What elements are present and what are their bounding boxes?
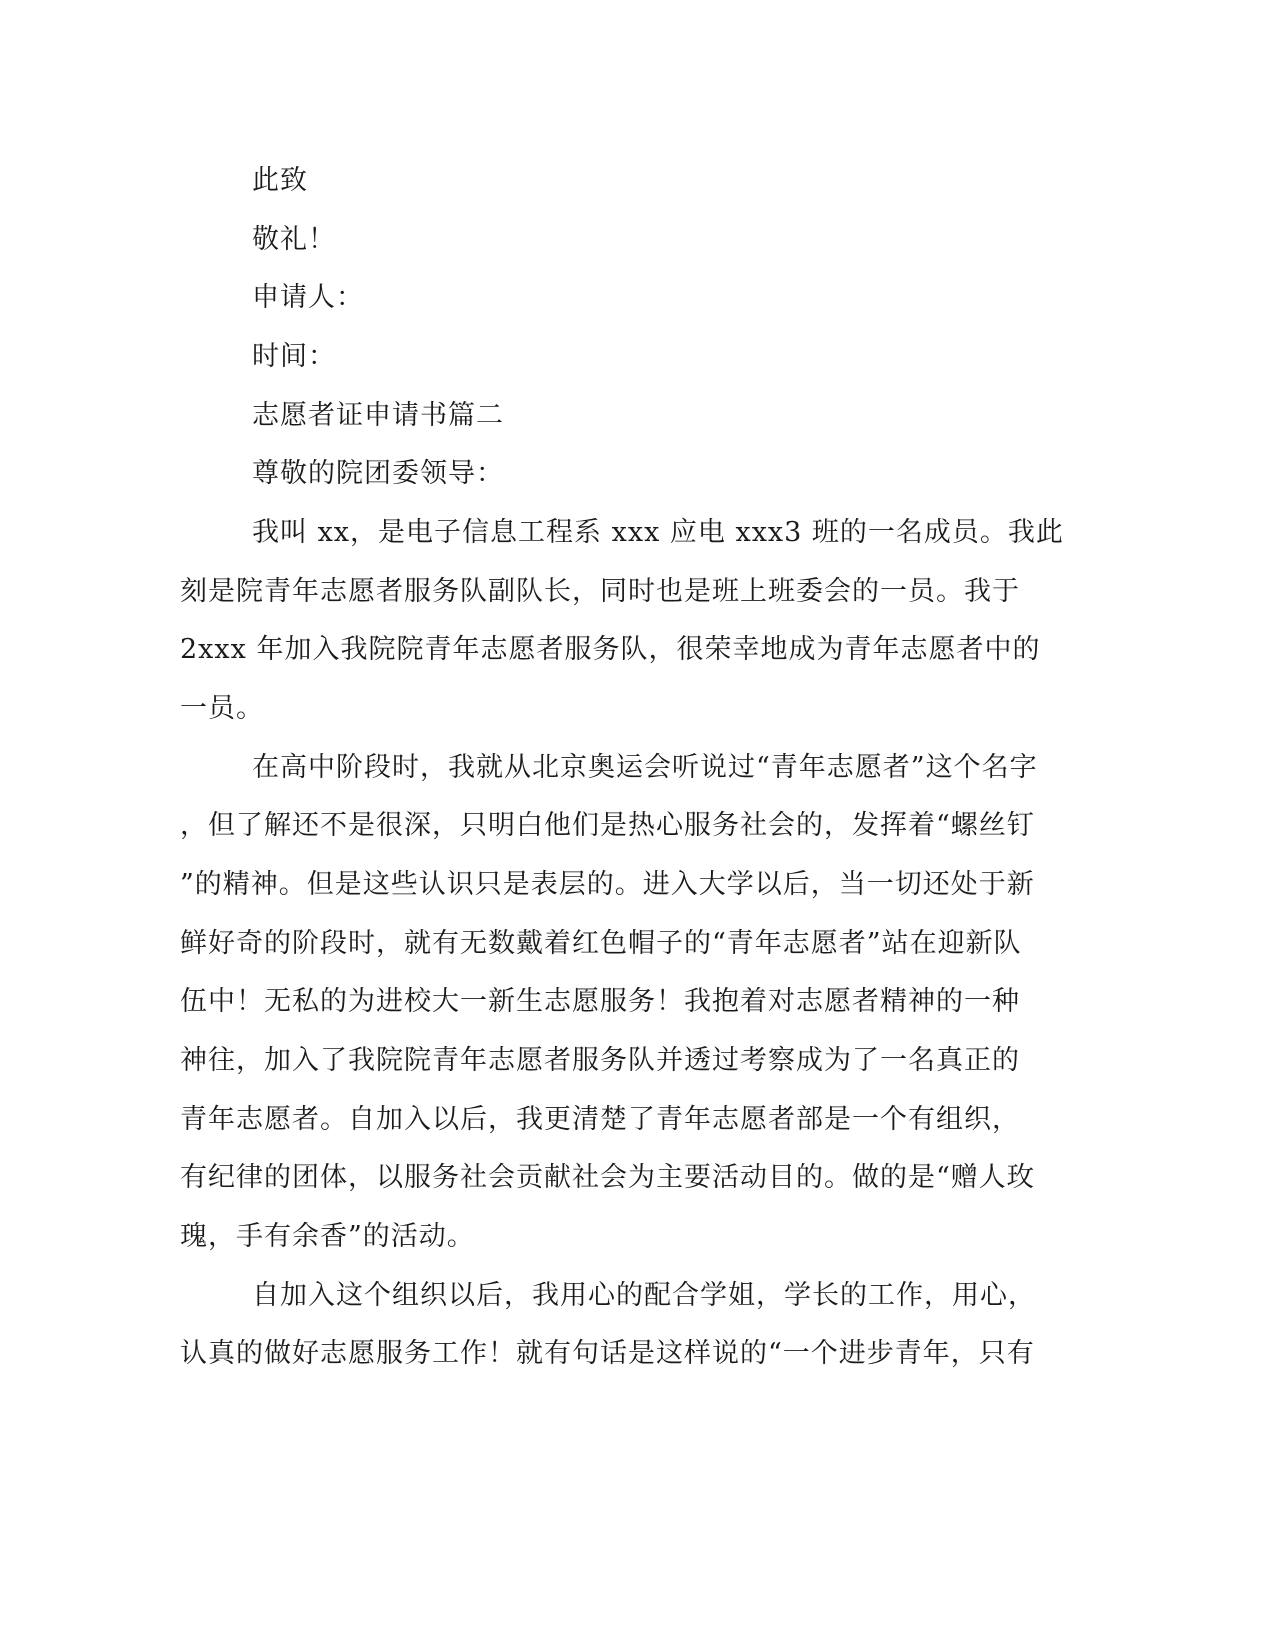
paragraph-2-line-2: ，但了解还不是很深，只明白他们是热心服务社会的，发挥着“螺丝钉 <box>180 810 1035 841</box>
closing-salutation-1: 此致 <box>252 165 308 196</box>
paragraph-2-line-9: 瑰，手有余香”的活动。 <box>180 1221 475 1252</box>
closing-salutation-2: 敬礼！ <box>252 224 336 255</box>
paragraph-2-line-3: ”的精神。但是这些认识只是表层的。进入大学以后，当一切还处于新 <box>180 869 1035 900</box>
paragraph-1-line-1: 我叫 xx，是电子信息工程系 xxx 应电 xxx3 班的一名成员。我此 <box>252 517 1064 548</box>
paragraph-2-line-8: 有纪律的团体，以服务社会贡献社会为主要活动目的。做的是“赠人玫 <box>180 1162 1035 1193</box>
paragraph-1-line-2: 刻是院青年志愿者服务队副队长，同时也是班上班委会的一员。我于 <box>180 576 1020 607</box>
paragraph-3-line-2: 认真的做好志愿服务工作！就有句话是这样说的“一个进步青年，只有 <box>180 1338 1035 1369</box>
paragraph-2-line-7: 青年志愿者。自加入以后，我更清楚了青年志愿者部是一个有组织， <box>180 1104 1020 1135</box>
paragraph-2-line-1: 在高中阶段时，我就从北京奥运会听说过“青年志愿者”这个名字 <box>252 752 1038 783</box>
section-title: 志愿者证申请书篇二 <box>252 400 504 431</box>
paragraph-1-line-3: 2xxx 年加入我院院青年志愿者服务队，很荣幸地成为青年志愿者中的 <box>180 634 1041 665</box>
paragraph-1-line-4: 一员。 <box>180 693 264 724</box>
paragraph-2-line-4: 鲜好奇的阶段时，就有无数戴着红色帽子的“青年志愿者”站在迎新队 <box>180 928 1022 959</box>
paragraph-2-line-6: 神往，加入了我院院青年志愿者服务队并透过考察成为了一名真正的 <box>180 1045 1020 1076</box>
time-label: 时间： <box>252 341 336 372</box>
paragraph-2-line-5: 伍中！无私的为进校大一新生志愿服务！我抱着对志愿者精神的一种 <box>180 986 1020 1017</box>
applicant-label: 申请人： <box>252 282 364 313</box>
paragraph-3-line-1: 自加入这个组织以后，我用心的配合学姐，学长的工作，用心， <box>252 1280 1036 1311</box>
greeting: 尊敬的院团委领导： <box>252 458 504 489</box>
